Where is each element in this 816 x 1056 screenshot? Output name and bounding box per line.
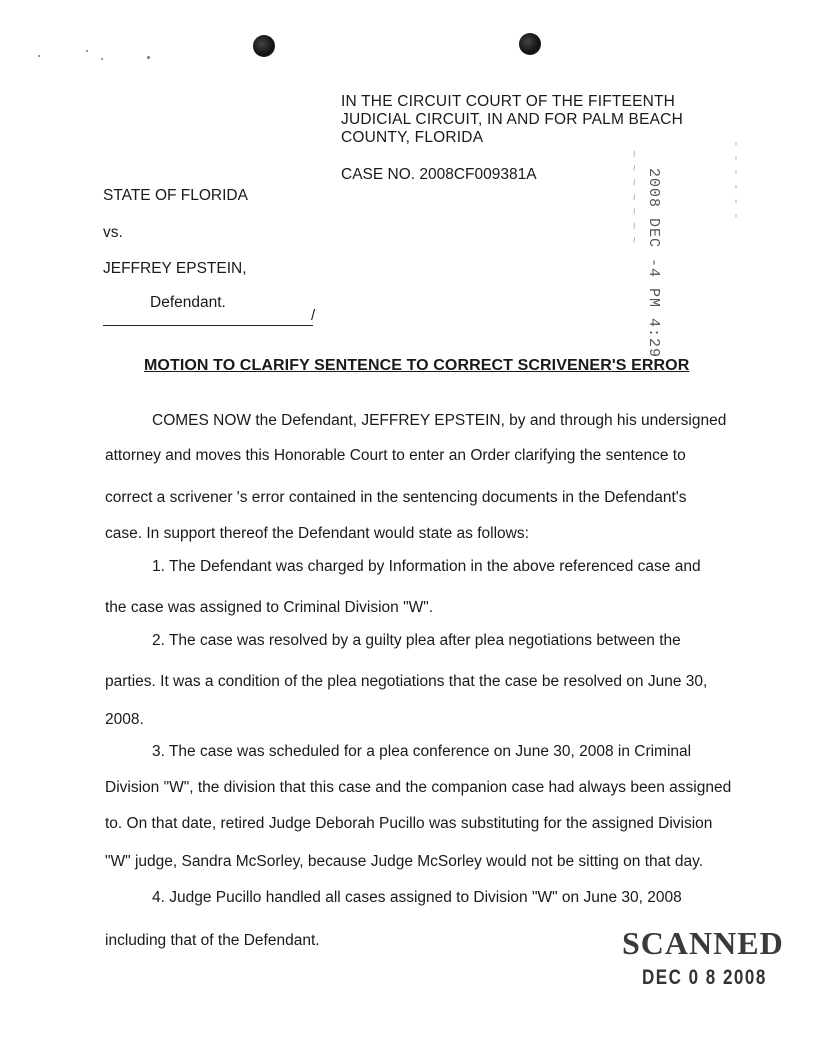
scan-speck [86,50,88,52]
scan-speck [147,56,150,59]
body-line: the case was assigned to Criminal Division "W". [105,599,434,616]
defendant-role: Defendant. [150,294,226,311]
filing-stamp-shadow: ~ ~ ~ ~ ~ ~ ~ [626,150,640,244]
body-line: parties. It was a condition of the plea negotiations that the case be resolved on June 30, [105,673,708,690]
court-caption-line: JUDICIAL CIRCUIT, IN AND FOR PALM BEACH [341,111,683,128]
body-line: "W" judge, Sandra McSorley, because Judge McSorley would not be sitting on that day. [105,853,704,870]
body-line: correct a scrivener 's error contained in the sentencing documents in the Defendant's [105,489,687,506]
caption-rule [103,325,313,326]
document-title: MOTION TO CLARIFY SENTENCE TO CORRECT SCRIVENER'S ERROR [144,357,690,374]
case-number: CASE NO. 2008CF009381A [341,166,537,183]
scan-speck [101,58,103,60]
scanned-date: DEC 0 8 2008 [642,965,767,989]
body-line: 4. Judge Pucillo handled all cases assigned to Division "W" on June 30, 2008 [152,889,682,906]
punch-hole-right [519,33,541,55]
versus: vs. [103,224,123,241]
court-caption [341,93,683,147]
filing-stamp: 2008 DEC -4 PM 4:29 [645,168,662,359]
body-line: Division "W", the division that this case and the companion case had always been assigned [105,779,732,796]
body-line: COMES NOW the Defendant, JEFFREY EPSTEIN, by and through his undersigned [152,412,727,429]
body-line: 1. The Defendant was charged by Information in the above referenced case and [152,558,701,575]
body-line: 2. The case was resolved by a guilty plea after plea negotiations between the [152,632,681,649]
scanned-stamp: SCANNED [622,925,784,961]
caption-rule-end: / [311,307,316,324]
court-caption-line: COUNTY, FLORIDA [341,129,484,146]
court-caption-line: IN THE CIRCUIT COURT OF THE FIFTEENTH [341,93,676,110]
body-line: 3. The case was scheduled for a plea conference on June 30, 2008 in Criminal [152,743,692,760]
body-line: to. On that date, retired Judge Deborah Pucillo was substituting for the assigned Division [105,815,713,832]
body-line: attorney and moves this Honorable Court to enter an Order clarifying the sentence to [105,447,686,464]
punch-hole-left [253,35,275,57]
plaintiff: STATE OF FLORIDA [103,187,248,204]
body-line: 2008. [105,711,144,728]
filing-stamp-shadow: - - - - - - [729,140,743,220]
body-line: case. In support thereof the Defendant would state as follows: [105,525,529,542]
defendant-name: JEFFREY EPSTEIN, [103,260,247,277]
scan-speck [38,55,40,57]
body-line: including that of the Defendant. [105,932,320,949]
